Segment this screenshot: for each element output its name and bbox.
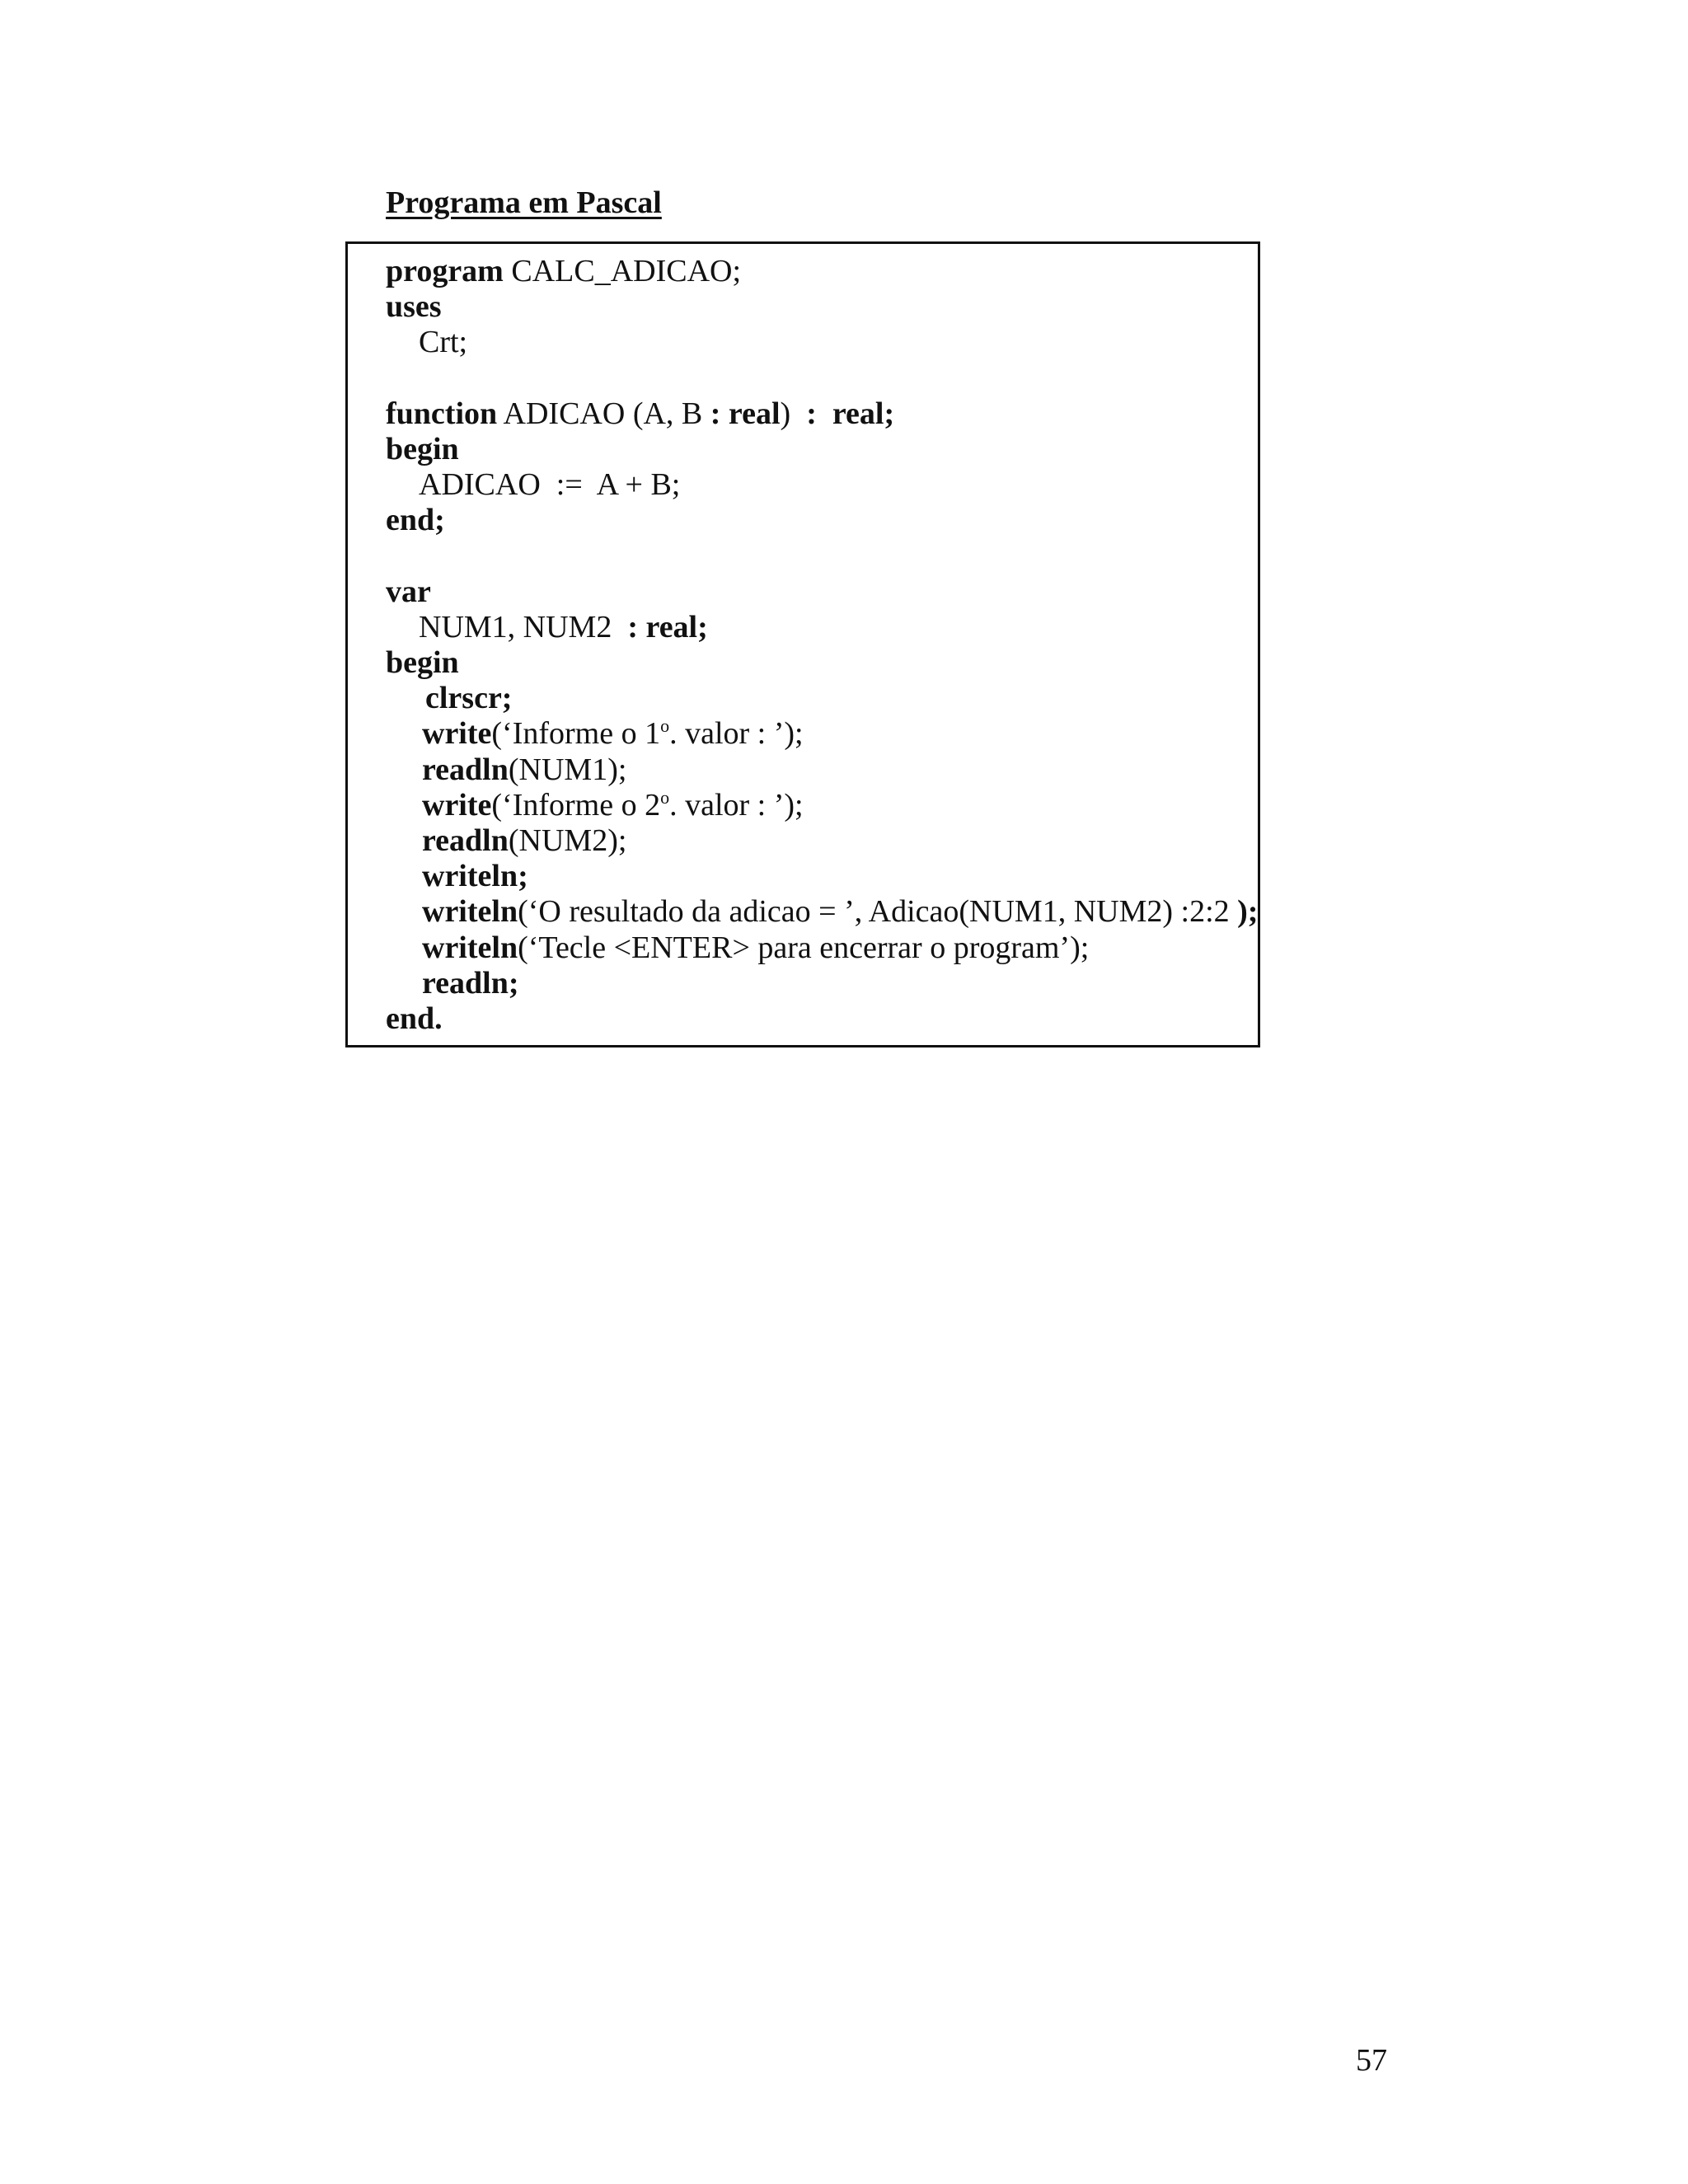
code-text: ADICAO (A, B (497, 396, 710, 431)
pascal-code (386, 254, 1258, 1037)
keyword: uses (386, 289, 442, 325)
keyword: end. (386, 1001, 443, 1036)
code-text: Crt; (419, 325, 468, 360)
code-line (386, 859, 1258, 894)
code-text: CALC_ADICAO; (503, 254, 742, 288)
ordinal-superscript: o (660, 786, 670, 808)
keyword: var (386, 574, 431, 609)
keyword: readln (422, 823, 509, 858)
code-line (386, 254, 1258, 289)
keyword: writeln; (422, 859, 528, 894)
code-line (386, 823, 1258, 859)
code-line (386, 289, 1258, 325)
keyword: : real (710, 396, 781, 431)
code-line (386, 752, 1258, 788)
keyword: : real; (806, 396, 895, 431)
code-text: . valor : ’); (669, 787, 804, 823)
code-line (386, 432, 1258, 467)
code-text: ) (780, 396, 807, 431)
code-blank-line (386, 361, 1258, 396)
code-line (386, 681, 1258, 716)
page-number: 57 (1356, 2043, 1387, 2078)
keyword: clrscr; (425, 681, 513, 716)
keyword: : real; (627, 609, 708, 644)
code-line (386, 930, 1258, 966)
code-line (386, 788, 1258, 823)
code-blank-line (386, 539, 1258, 574)
code-line (386, 716, 1258, 752)
keyword: readln; (422, 965, 519, 1001)
code-text: ADICAO := A + B; (419, 467, 681, 503)
ordinal-superscript: o (660, 715, 670, 737)
keyword: begin (386, 645, 459, 681)
keyword: write (422, 787, 492, 823)
keyword: writeln (422, 930, 518, 965)
code-text: (‘Tecle <ENTER> para encerrar o program’); (518, 930, 1090, 965)
keyword: function (386, 396, 498, 431)
code-text: (‘Informe o 2 (491, 787, 661, 823)
code-line (386, 966, 1258, 1001)
code-line (386, 396, 1258, 432)
code-listing-box (345, 241, 1260, 1047)
keyword: program (386, 254, 504, 288)
keyword: begin (386, 431, 459, 466)
code-text: (‘Informe o 1 (491, 716, 661, 752)
code-text: (NUM1); (508, 752, 627, 787)
code-text: . valor : ’); (669, 716, 804, 752)
keyword: write (422, 716, 492, 752)
code-line (386, 645, 1258, 681)
code-line (386, 325, 1258, 360)
code-text: NUM1, NUM2 (419, 609, 628, 644)
code-line (386, 503, 1258, 538)
code-text: (NUM2); (508, 823, 627, 858)
keyword: end; (386, 503, 445, 538)
code-line (386, 1001, 1258, 1037)
code-text: (‘O resultado da adicao = ’, Adicao(NUM1, NUM2) :2:2 (518, 894, 1238, 930)
keyword: readln (422, 752, 509, 787)
code-line (386, 574, 1258, 610)
code-line (386, 610, 1258, 645)
keyword: ); (1237, 894, 1259, 930)
code-line (386, 894, 1258, 930)
section-heading: Programa em Pascal (386, 185, 662, 220)
code-line (386, 467, 1258, 503)
keyword: writeln (422, 894, 518, 930)
